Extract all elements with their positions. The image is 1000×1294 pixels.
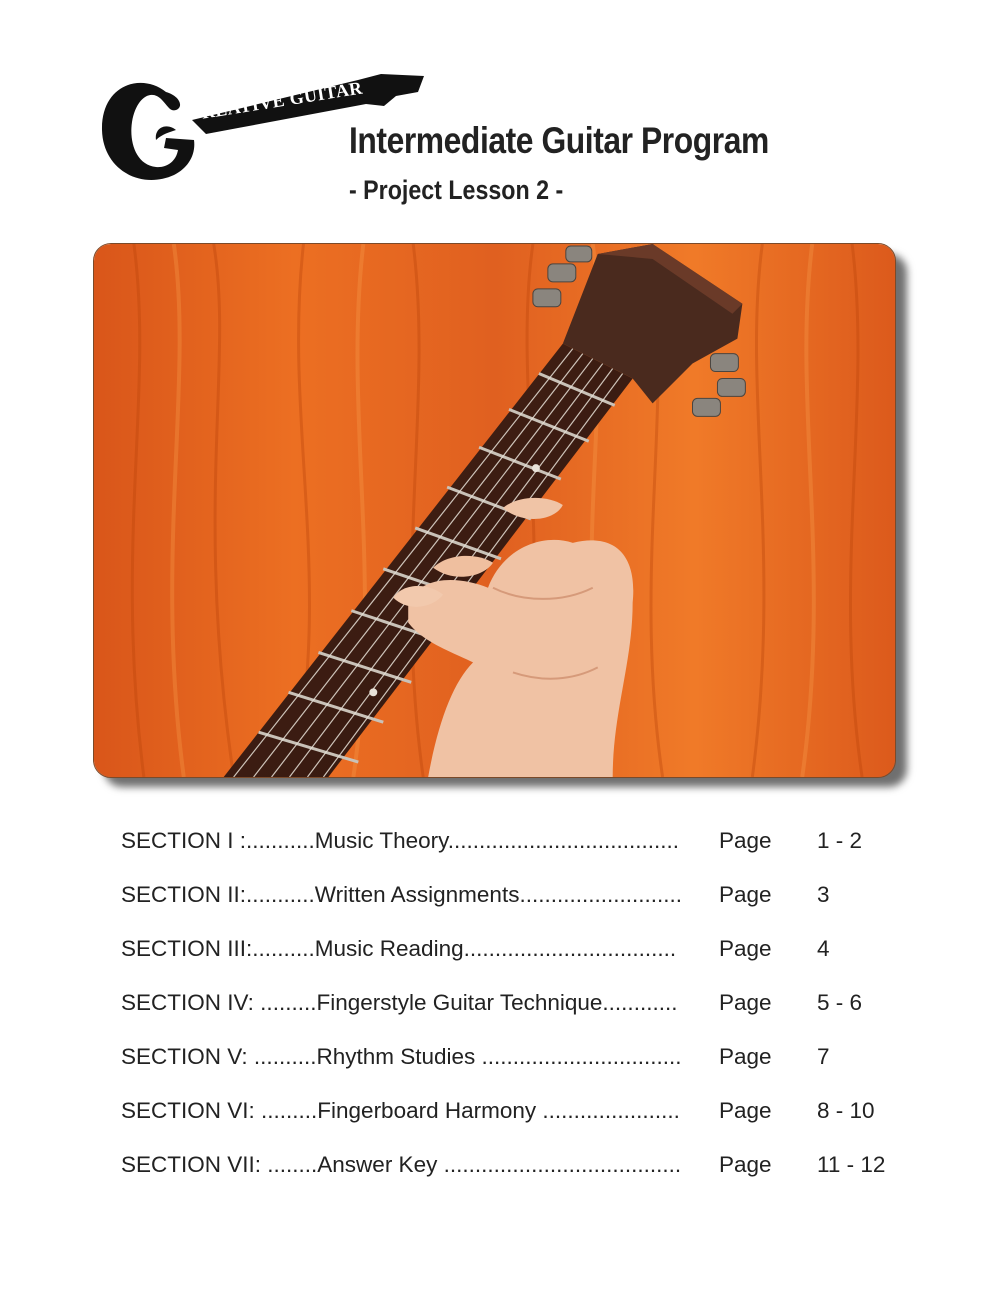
toc-section-topic: SECTION IV: .........Fingerstyle Guitar Technique............ bbox=[121, 990, 678, 1015]
toc-section-topic: SECTION I :...........Music Theory..................................... bbox=[121, 828, 680, 853]
toc-page-range: 1 - 2 bbox=[817, 828, 863, 853]
toc-row bbox=[121, 936, 901, 990]
toc-page-label: Page bbox=[719, 882, 772, 907]
toc-section-topic: SECTION II:...........Written Assignments.......................... bbox=[121, 882, 682, 907]
logo-wordmark: REATIVE GUITAR bbox=[200, 77, 364, 123]
toc-section-topic: SECTION V: ..........Rhythm Studies ................................ bbox=[121, 1044, 682, 1069]
toc-row bbox=[121, 990, 901, 1044]
page-title: Intermediate Guitar Program bbox=[349, 120, 769, 161]
toc-page-label: Page bbox=[719, 828, 772, 853]
toc-row bbox=[121, 882, 901, 936]
toc-page-label: Page bbox=[719, 1098, 772, 1123]
toc-row bbox=[121, 1044, 901, 1098]
toc-page-range: 8 - 10 bbox=[817, 1098, 875, 1123]
page-subtitle: - Project Lesson 2 - bbox=[349, 175, 564, 205]
table-of-contents bbox=[121, 828, 901, 1206]
toc-page-label: Page bbox=[719, 936, 772, 961]
toc-section-topic: SECTION VII: ........Answer Key ...................................... bbox=[121, 1152, 682, 1177]
toc-section-topic: SECTION III:..........Music Reading.................................. bbox=[121, 936, 677, 961]
toc-page-range: 11 - 12 bbox=[817, 1152, 886, 1177]
toc-row bbox=[121, 1098, 901, 1152]
toc-section-topic: SECTION VI: .........Fingerboard Harmony ...................... bbox=[121, 1098, 680, 1123]
guitar-photo bbox=[93, 243, 896, 778]
toc-page-label: Page bbox=[719, 1152, 772, 1177]
toc-page-range: 5 - 6 bbox=[817, 990, 863, 1015]
toc-row bbox=[121, 1152, 901, 1206]
toc-page-label: Page bbox=[719, 990, 772, 1015]
toc-page-range: 3 bbox=[817, 882, 830, 907]
toc-row bbox=[121, 828, 901, 882]
toc-page-range: 4 bbox=[817, 936, 830, 961]
toc-page-range: 7 bbox=[817, 1044, 830, 1069]
toc-page-label: Page bbox=[719, 1044, 772, 1069]
